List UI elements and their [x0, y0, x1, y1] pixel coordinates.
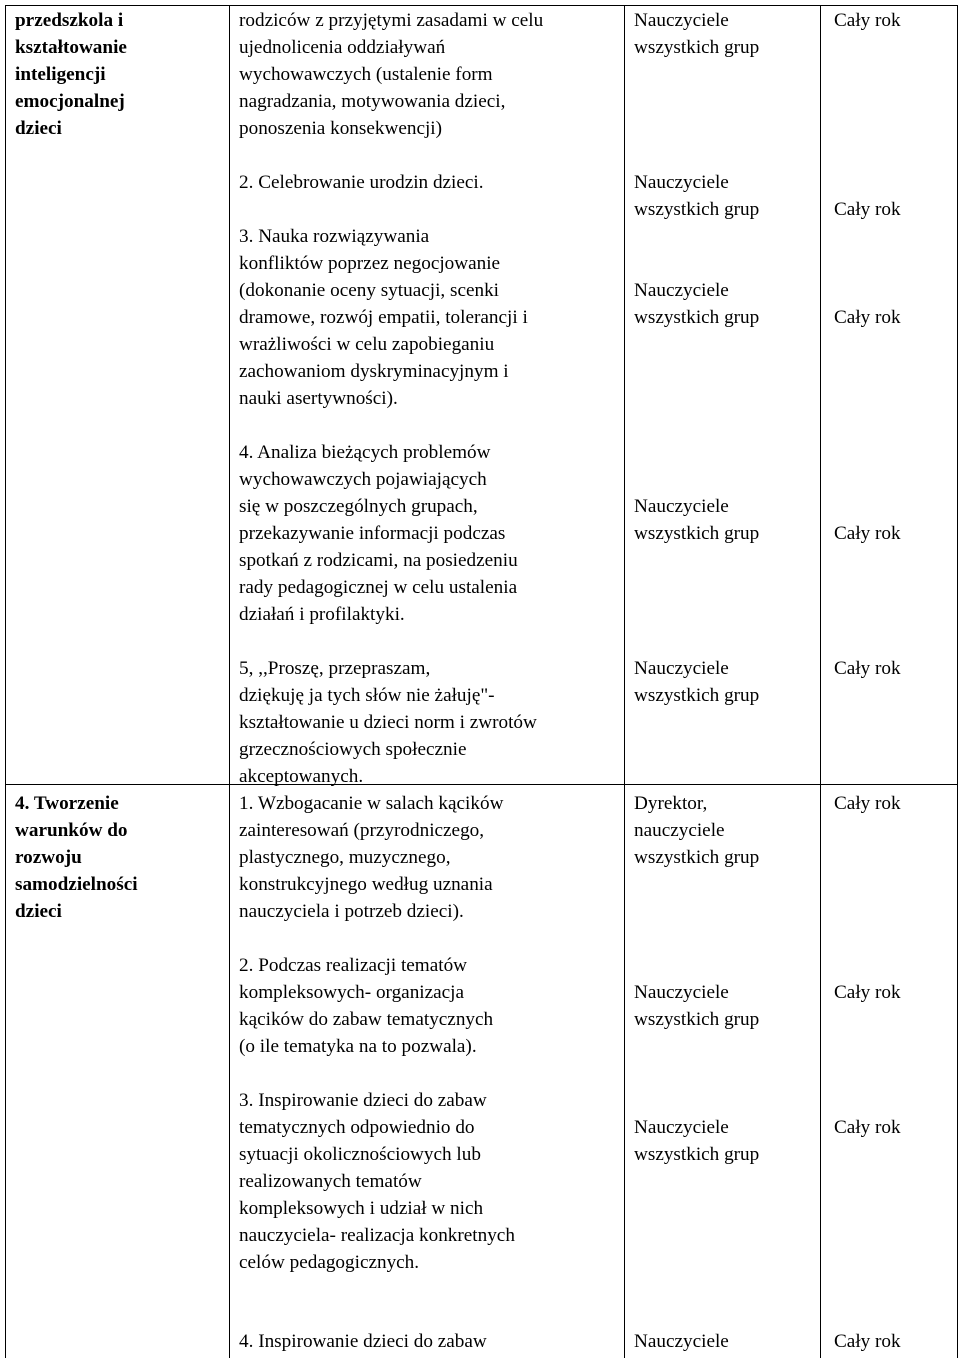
task-line: (o ile tematyka na to pozwala). — [239, 1036, 477, 1057]
responsible-line: wszystkich grup — [634, 1144, 760, 1165]
period-text: Cały rok — [834, 658, 901, 679]
task-line: nagradzania, motywowania dzieci, — [239, 91, 506, 112]
task-line: konfliktów poprzez negocjowanie — [239, 253, 501, 274]
task-line: grzecznościowych społecznie — [239, 739, 467, 760]
category-line: dzieci — [15, 901, 62, 922]
task-line: 3. Inspirowanie dzieci do zabaw — [239, 1090, 487, 1111]
category-line: samodzielności — [15, 874, 138, 895]
category-line: dzieci — [15, 118, 62, 139]
task-line: 5, ,,Proszę, przepraszam, — [239, 658, 431, 679]
responsible-line: wszystkich grup — [634, 199, 760, 220]
period-text: Cały rok — [834, 10, 901, 31]
task-line: nauczyciela- realizacja konkretnych — [239, 1225, 515, 1246]
task-line: rady pedagogicznej w celu ustalenia — [239, 577, 518, 598]
task-line: kącików do zabaw tematycznych — [239, 1009, 494, 1030]
category-line: przedszkola i — [15, 10, 124, 31]
period-text: Cały rok — [834, 523, 901, 544]
row-divider — [5, 784, 958, 785]
category-line: kształtowanie — [15, 37, 127, 58]
task-line: dramowe, rozwój empatii, tolerancji i — [239, 307, 528, 328]
period-text: Cały rok — [834, 1117, 901, 1138]
responsible-line: Nauczyciele — [634, 1331, 729, 1352]
task-line: nauczyciela i potrzeb dzieci). — [239, 901, 464, 922]
task-line: dziękuję ja tych słów nie żałuję"- — [239, 685, 495, 706]
task-line: plastycznego, muzycznego, — [239, 847, 451, 868]
responsible-line: wszystkich grup — [634, 307, 760, 328]
category-line: 4. Tworzenie — [15, 793, 119, 814]
period-text: Cały rok — [834, 1331, 901, 1352]
responsible-line: Dyrektor, — [634, 793, 708, 814]
period-text: Cały rok — [834, 793, 901, 814]
task-line: sytuacji okolicznościowych lub — [239, 1144, 481, 1165]
period-text: Cały rok — [834, 982, 901, 1003]
responsible-line: Nauczyciele — [634, 496, 729, 517]
column-divider-2 — [624, 5, 625, 1358]
period-text: Cały rok — [834, 307, 901, 328]
task-line: wrażliwości w celu zapobieganiu — [239, 334, 495, 355]
responsible-line: Nauczyciele — [634, 658, 729, 679]
category-line: rozwoju — [15, 847, 82, 868]
column-divider-3 — [820, 5, 821, 1358]
task-line: kształtowanie u dzieci norm i zwrotów — [239, 712, 537, 733]
task-line: wychowawczych (ustalenie form — [239, 64, 493, 85]
task-line: nauki asertywności). — [239, 388, 398, 409]
task-line: się w poszczególnych grupach, — [239, 496, 478, 517]
task-line: spotkań z rodzicami, na posiedzeniu — [239, 550, 518, 571]
category-line: emocjonalnej — [15, 91, 125, 112]
responsible-line: wszystkich grup — [634, 1009, 760, 1030]
task-line: celów pedagogicznych. — [239, 1252, 420, 1273]
task-line: 2. Celebrowanie urodzin dzieci. — [239, 172, 484, 193]
period-text: Cały rok — [834, 199, 901, 220]
responsible-line: Nauczyciele — [634, 172, 729, 193]
task-line: wychowawczych pojawiających — [239, 469, 487, 490]
table-border-top — [5, 5, 957, 6]
task-line: 2. Podczas realizacji tematów — [239, 955, 468, 976]
task-line: przekazywanie informacji podczas — [239, 523, 506, 544]
task-line: zachowaniom dyskryminacyjnym i — [239, 361, 509, 382]
task-line: (dokonanie oceny sytuacji, scenki — [239, 280, 500, 301]
task-line: akceptowanych. — [239, 766, 364, 787]
responsible-line: wszystkich grup — [634, 685, 760, 706]
task-line: zainteresowań (przyrodniczego, — [239, 820, 485, 841]
responsible-line: wszystkich grup — [634, 523, 760, 544]
task-line: rodziców z przyjętymi zasadami w celu — [239, 10, 544, 31]
task-line: tematycznych odpowiednio do — [239, 1117, 475, 1138]
responsible-line: wszystkich grup — [634, 847, 760, 868]
column-divider-1 — [229, 5, 230, 1358]
responsible-line: Nauczyciele — [634, 982, 729, 1003]
responsible-line: Nauczyciele — [634, 10, 729, 31]
task-line: ponoszenia konsekwencji) — [239, 118, 443, 139]
task-line: 4. Analiza bieżących problemów — [239, 442, 491, 463]
responsible-line: Nauczyciele — [634, 1117, 729, 1138]
table-border-left — [5, 5, 6, 1358]
responsible-line: nauczyciele — [634, 820, 725, 841]
task-line: kompleksowych i udział w nich — [239, 1198, 484, 1219]
task-line: 1. Wzbogacanie w salach kącików — [239, 793, 504, 814]
responsible-line: wszystkich grup — [634, 37, 760, 58]
task-line: kompleksowych- organizacja — [239, 982, 465, 1003]
table-border-right — [957, 5, 958, 1358]
task-line: 4. Inspirowanie dzieci do zabaw — [239, 1331, 487, 1352]
task-line: ujednolicenia oddziaływań — [239, 37, 446, 58]
category-line: inteligencji — [15, 64, 106, 85]
category-line: warunków do — [15, 820, 128, 841]
task-line: realizowanych tematów — [239, 1171, 422, 1192]
task-line: 3. Nauka rozwiązywania — [239, 226, 430, 247]
task-line: konstrukcyjnego według uznania — [239, 874, 493, 895]
responsible-line: Nauczyciele — [634, 280, 729, 301]
task-line: działań i profilaktyki. — [239, 604, 405, 625]
